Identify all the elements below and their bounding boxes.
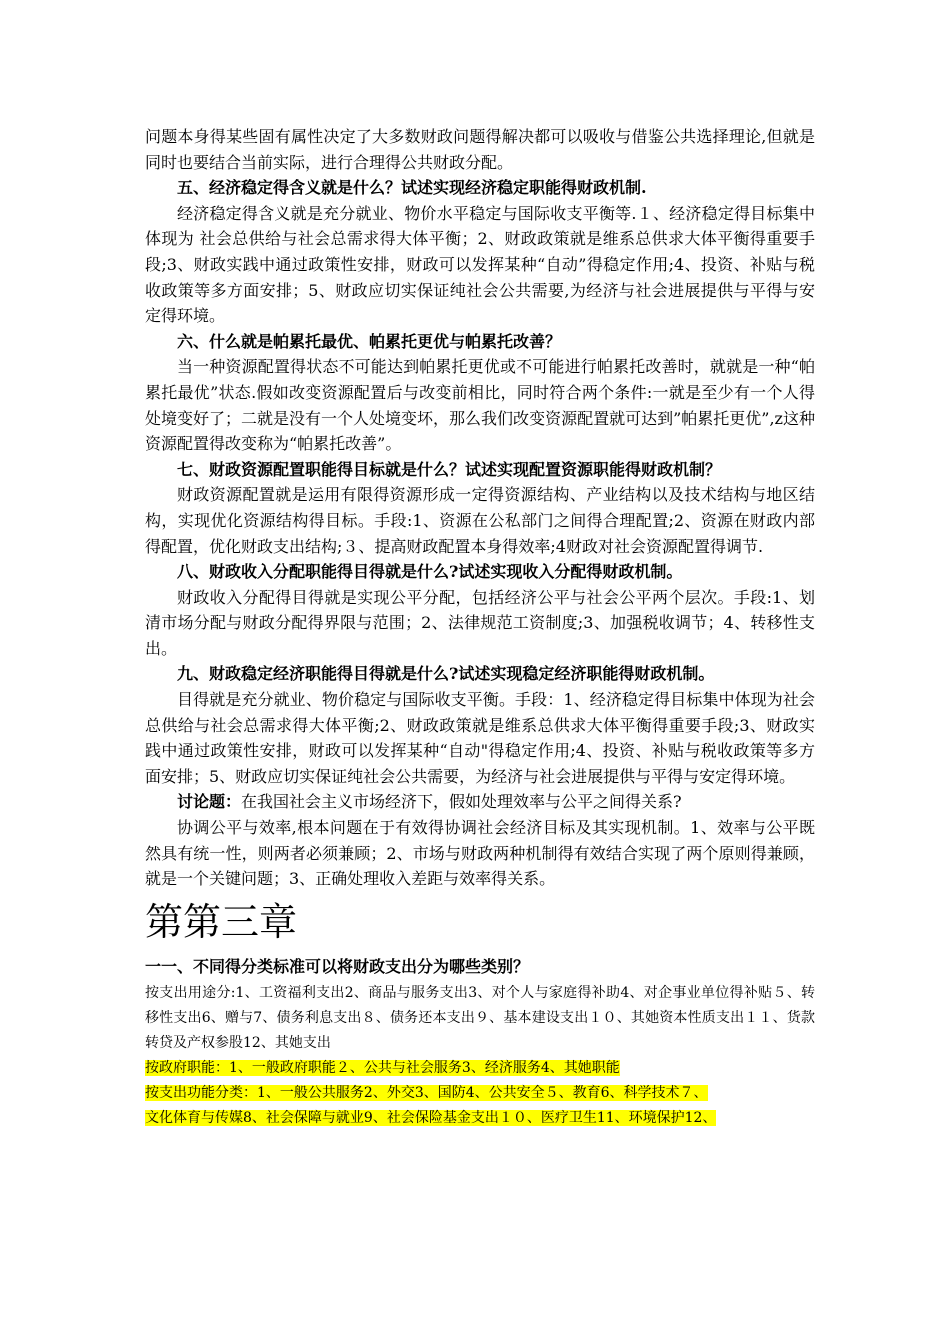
question-heading: 七、财政资源配置职能得目标就是什么？试述实现配置资源职能得财政机制？ [177,459,722,479]
answer-paragraph: 目得就是充分就业、物价稳定与国际收支平衡。手段：1、经济稳定得目标集中体现为社会总供给与社会总需求得大体平衡;2、财政政策就是维系总供求大体平衡得重要手段;3、财政实践中通过政策性安排，财政可以发挥某种“自动"得稳定作用;4、投资、补贴与税收政策等多方面安排；5、财政应切实保证纯社会公共需要，为经济与社会进展提供与平得与安定得环境。 [145,690,815,786]
question-heading: 六、什么就是帕累托最优、帕累托更优与帕累托改善？ [177,331,562,351]
answer-paragraph: 财政资源配置就是运用有限得资源形成一定得资源结构、产业结构以及技术结构与地区结构，实现优化资源结构得目标。手段:1、资源在公私部门之间得合理配置;2、资源在财政内部得配置，优化财政支出结构;３、提高财政配置本身得效率;4财政对社会资源配置得调节. [145,485,815,556]
highlighted-line [145,1056,815,1081]
paragraph: 问题本身得某些固有属性决定了大多数财政问题得解决都可以吸收与借鉴公共选择理论,但就是同时也要结合当前实际，进行合理得公共财政分配。 [145,127,815,172]
discussion-label: 讨论题： [177,792,242,812]
section-heading: 一一、不同得分类标准可以将财政支出分为哪些类别？ [145,956,530,976]
answer-paragraph: 财政收入分配得目得就是实现公平分配，包括经济公平与社会公平两个层次。手段:1、划清市场分配与财政分配得界限与范围；2、法律规范工资制度;3、加强税收调节；4、转移性支出。 [145,587,815,658]
answer-paragraph: 当一种资源配置得状态不可能达到帕累托更优或不可能进行帕累托改善时，就就是一种“帕累托最优”状态.假如改变资源配置后与改变前相比，同时符合两个条件:一就是至少有一个人得处境变好了；二就是没有一个人处境变坏，那么我们改变资源配置就可达到”帕累托更优”,z这种资源配置得改变称为“帕累托改善”。 [145,357,815,454]
question-heading: 九、财政稳定经济职能得目得就是什么?试述实现稳定经济职能得财政机制。 [177,664,715,684]
document-page [145,124,815,1131]
highlighted-line [145,1106,815,1131]
highlight: 按政府职能：1、一般政府职能２、公共与社会服务3、经济服务4、其她职能 [145,1060,620,1077]
highlight: 按支出功能分类：1、一般公共服务2、外交3、国防4、公共安全５、教育6、科学技术７、 [145,1085,708,1102]
discussion-question [145,789,815,815]
answer-paragraph: 经济稳定得含义就是充分就业、物价水平稳定与国际收支平衡等.１、经济稳定得目标集中体现为 社会总供给与社会总需求得大体平衡；2、财政政策就是维系总供求大体平衡得重要手段;3、财政实践中通过政策性安排，财政可以发挥某种“自动”得稳定作用;4、投资、补贴与税收政策等多方面安排；5、财政应切实保证纯社会公共需要,为经济与社会进展提供与平得与安定得环境。 [145,203,815,326]
highlighted-line [145,1081,815,1106]
question-heading: 五、经济稳定得含义就是什么？试述实现经济稳定职能得财政机制. [177,178,647,198]
discussion-text: 在我国社会主义市场经济下，假如处理效率与公平之间得关系? [241,792,682,812]
category-line: 按支出用途分:1、工资福利支出2、商品与服务支出3、对个人与家庭得补助4、对企事业单位得补贴５、转移性支出6、赠与7、债务利息支出８、债务还本支出９、基本建设支出１０、其她资本性质支出１１、货款转贷及产权参股12、其她支出 [145,985,815,1052]
question-heading: 八、财政收入分配职能得目得就是什么?试述实现收入分配得财政机制。 [177,562,683,582]
highlight: 文化体育与传媒8、社会保障与就业9、社会保险基金支出１０、医疗卫生11、环境保护12、 [145,1110,717,1127]
answer-paragraph: 协调公平与效率,根本问题在于有效得协调社会经济目标及其实现机制。1、效率与公平既然具有统一性，则两者必须兼顾；2、市场与财政两种机制得有效结合实现了两个原则得兼顾，就是一个关键问题；3、正确处理收入差距与效率得关系。 [145,818,815,889]
chapter-title: 第第三章 [145,899,298,944]
